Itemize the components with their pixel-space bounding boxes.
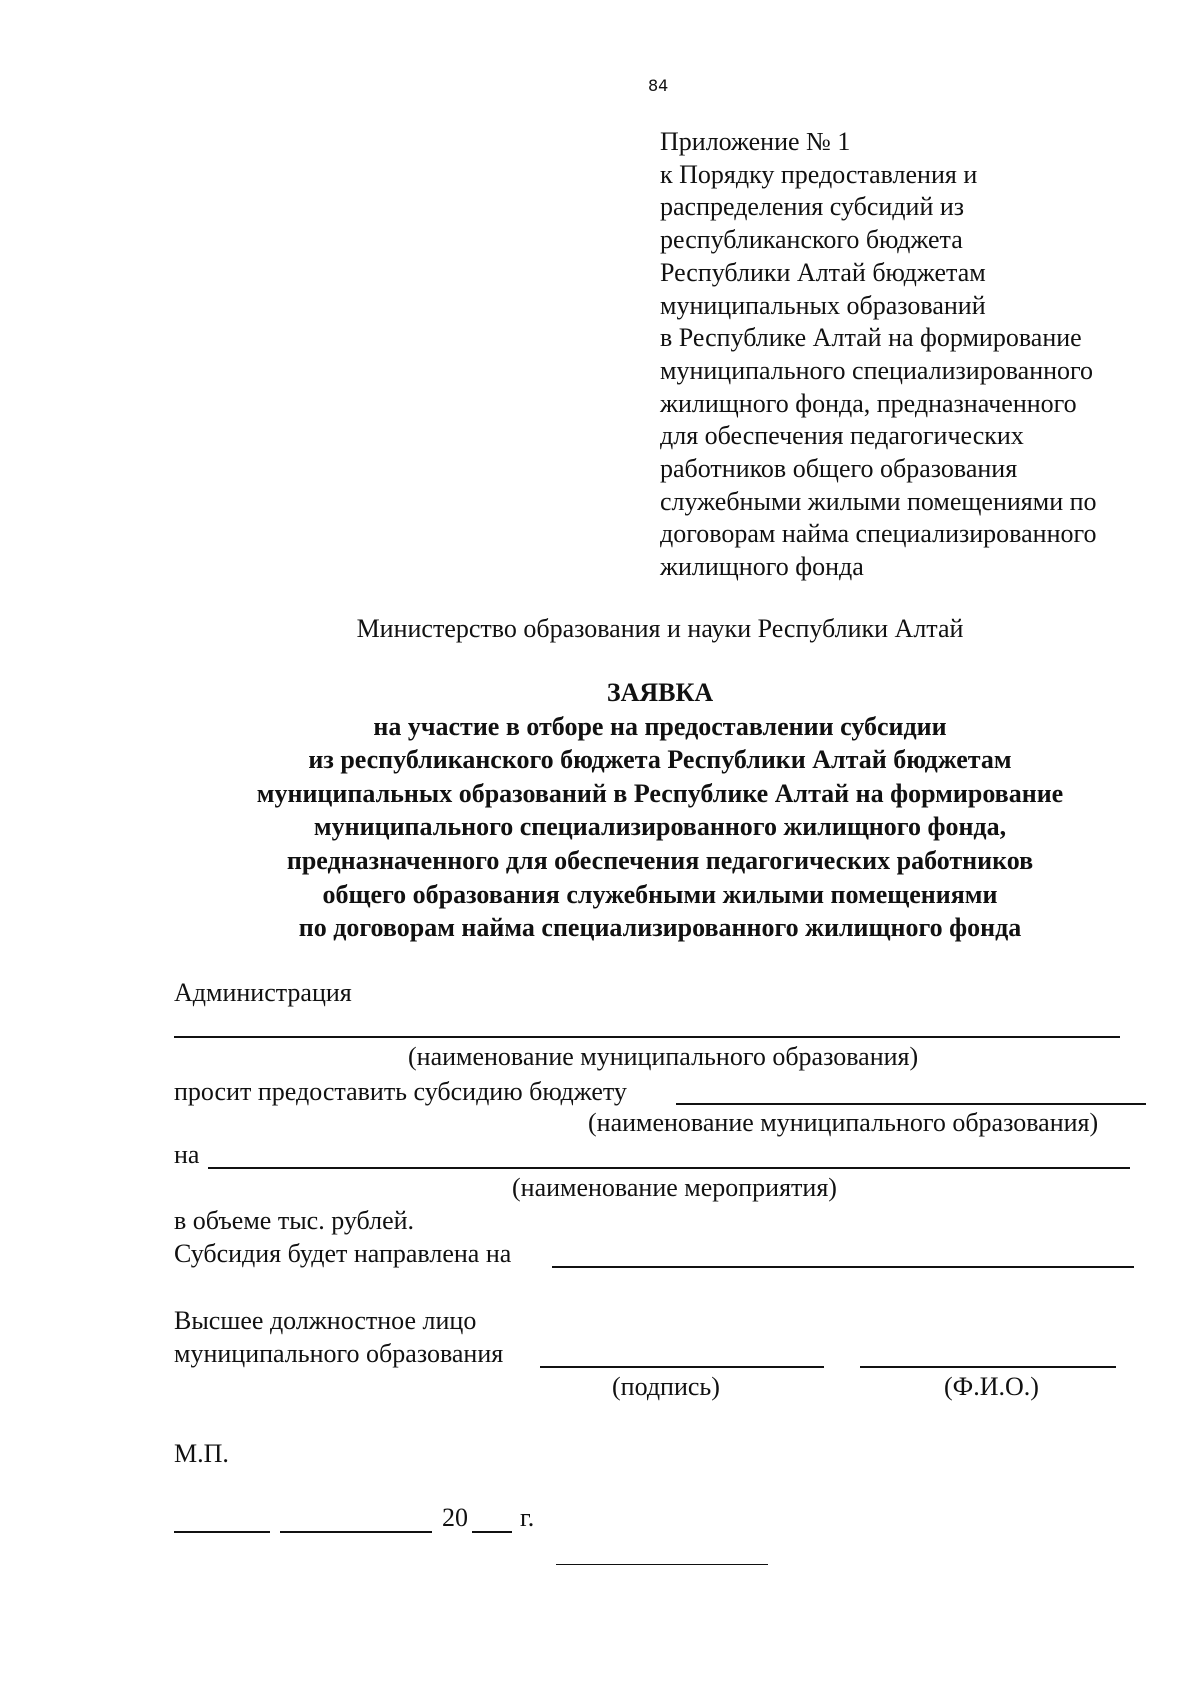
fio-hint: (Ф.И.О.) [944,1372,1039,1401]
appendix-line: Республики Алтай бюджетам [660,257,986,287]
application-title [0,676,1200,945]
appendix-line: распределения субсидий из [660,192,965,222]
appendix-block [660,126,1097,584]
ministry-name: Министерство образования и науки Республики Алтай [356,614,964,643]
directed-field[interactable] [552,1266,1134,1268]
page-number: 84 [648,76,669,95]
appendix-line: к Порядку предоставления и [660,159,978,189]
appendix-line: для обеспечения педагогических [660,421,1024,451]
event-name-field[interactable] [208,1167,1130,1169]
appendix-line: муниципального специализированного [660,355,1094,385]
title-line: предназначенного для обеспечения педагогических работников [286,845,1034,875]
appendix-line: республиканского бюджета [660,225,963,255]
signature-field[interactable] [540,1366,824,1368]
year-prefix: 20 [442,1503,468,1532]
volume-text: в объеме тыс. рублей. [174,1206,415,1235]
appendix-line: муниципальных образований [660,290,986,320]
appendix-line: жилищного фонда, предназначенного [660,388,1077,418]
appendix-line: договорам найма специализированного [660,519,1097,549]
date-year-field[interactable] [472,1531,512,1533]
closing-separator [556,1564,768,1565]
date-month-field[interactable] [280,1531,432,1533]
title-line: на участие в отборе на предоставлении субсидии [373,711,947,741]
municipality-hint: (наименование муниципального образования) [588,1108,1099,1137]
title-line: общего образования служебными жилыми помещениями [322,879,998,909]
budget-municipality-field[interactable] [676,1103,1146,1105]
year-suffix: г. [520,1503,535,1532]
official-label: муниципального образования [174,1339,504,1368]
title-line: муниципальных образований в Республике Алтай на формирование [256,778,1064,808]
request-label: просит предоставить субсидию бюджету [174,1077,627,1106]
fio-field[interactable] [860,1366,1116,1368]
signature-hint: (подпись) [612,1372,720,1401]
appendix-line: работников общего образования [660,454,1018,484]
title-heading: ЗАЯВКА [606,678,714,707]
appendix-line: жилищного фонда [660,552,864,582]
date-day-field[interactable] [174,1531,270,1533]
title-line: по договорам найма специализированного жилищного фонда [298,913,1022,943]
title-line: из республиканского бюджета Республики Алтай бюджетам [308,745,1012,775]
administration-label: Администрация [174,978,352,1007]
directed-label: Субсидия будет направлена на [174,1239,512,1268]
municipality-name-field[interactable] [174,1036,1120,1038]
municipality-hint: (наименование муниципального образования) [408,1042,919,1071]
on-label: на [174,1140,200,1169]
title-line: муниципального специализированного жилищного фонда, [313,812,1007,842]
appendix-line: Приложение № 1 [660,127,851,156]
stamp-mark: М.П. [174,1439,229,1468]
appendix-line: служебными жилыми помещениями по [660,486,1097,516]
appendix-line: в Республике Алтай на формирование [660,323,1082,353]
event-hint: (наименование мероприятия) [512,1173,837,1202]
official-label: Высшее должностное лицо [174,1306,477,1335]
